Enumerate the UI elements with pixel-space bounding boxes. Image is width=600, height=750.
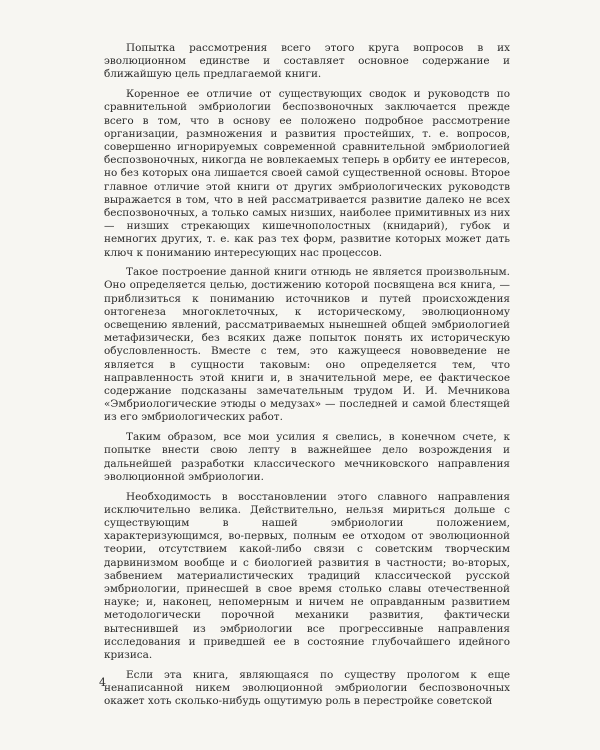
paragraph-2: Коренное ее отличие от существующих сводок и руководств по сравнительной эмбриологии беспозвоночных заключается прежде всего в том, что в основу ее положено подробное рассмотрение организации, размножения и развития простейших, т. е. вопросов, совершенно игнорируемых современной сравнительной эмбриологией беспозвоночных, никогда не вовлекаемых теперь в орбиту ее интересов, но без которых она лишается своей самой существенной основы. Второе главное отличие этой книги от других эмбриологических руководств выражается в том, что в ней рассматривается развитие далеко не всех беспозвоночных, а только самых низших, наиболее примитивных из них — низших стрекающих кишечнополостных (книдарий), губок и немногих других, т. е. как раз тех форм, развитие которых может дать ключ к пониманию интересующих нас процессов. <box>104 88 510 259</box>
paragraph-4: Таким образом, все мои усилия я свелись, в конечном счете, к попытке внести свою лепту в важнейшее дело возрождения и дальнейшей разработки классического мечниковского направления эволюционной эмбриологии. <box>104 431 510 483</box>
body-text <box>104 42 510 708</box>
page-number: 4 <box>99 676 106 689</box>
paragraph-5: Необходимость в восстановлении этого славного направления исключительно велика. Действительно, нельзя мириться дольше с существующим в нашей эмбриологии положением, характеризующимся, во-первых, полным ее отходом от эволюционной теории, отсутствием какой-либо связи с советским творческим дарвинизмом вообще и с биологией развития в частности; во-вторых, забвением материалистических традиций классической русской эмбриологии, принесшей в свое время столько славы отечественной науке; и, наконец, непомерным и ничем не оправданным развитием методологически порочной механики развития, фактически вытеснившей из эмбриологии все прогрессивные направления исследования и приведшей ее в состояние глубочайшего идейного кризиса. <box>104 490 510 661</box>
paragraph-6: Если эта книга, являющаяся по существу прологом к еще ненаписанной никем эволюционной эмбриологии беспозвоночных окажет хоть сколько-нибудь ощутимую роль в перестройке советской <box>104 668 510 708</box>
paragraph-3: Такое построение данной книги отнюдь не является произвольным. Оно определяется целью, достижению которой посвящена вся книга, — приблизиться к пониманию источников и путей происхождения онтогенеза многоклеточных, к историческому, эволюционному освещению явлений, рассматриваемых нынешней общей эмбриологией метафизически, без всяких даже попыток понять их историческую обусловленность. Вместе с тем, это кажущееся нововведение не является в сущности таковым: оно определяется тем, что направленность этой книги и, в значительной мере, ее фактическое содержание подсказаны замечательным трудом И. И. Мечникова «Эмбриологические этюды о медузах» — последней и самой блестящей из его эмбриологических работ. <box>104 266 510 424</box>
paragraph-1: Попытка рассмотрения всего этого круга вопросов в их эволюционном единстве и составляет основное содержание и ближайшую цель предлагаемой книги. <box>104 42 510 81</box>
